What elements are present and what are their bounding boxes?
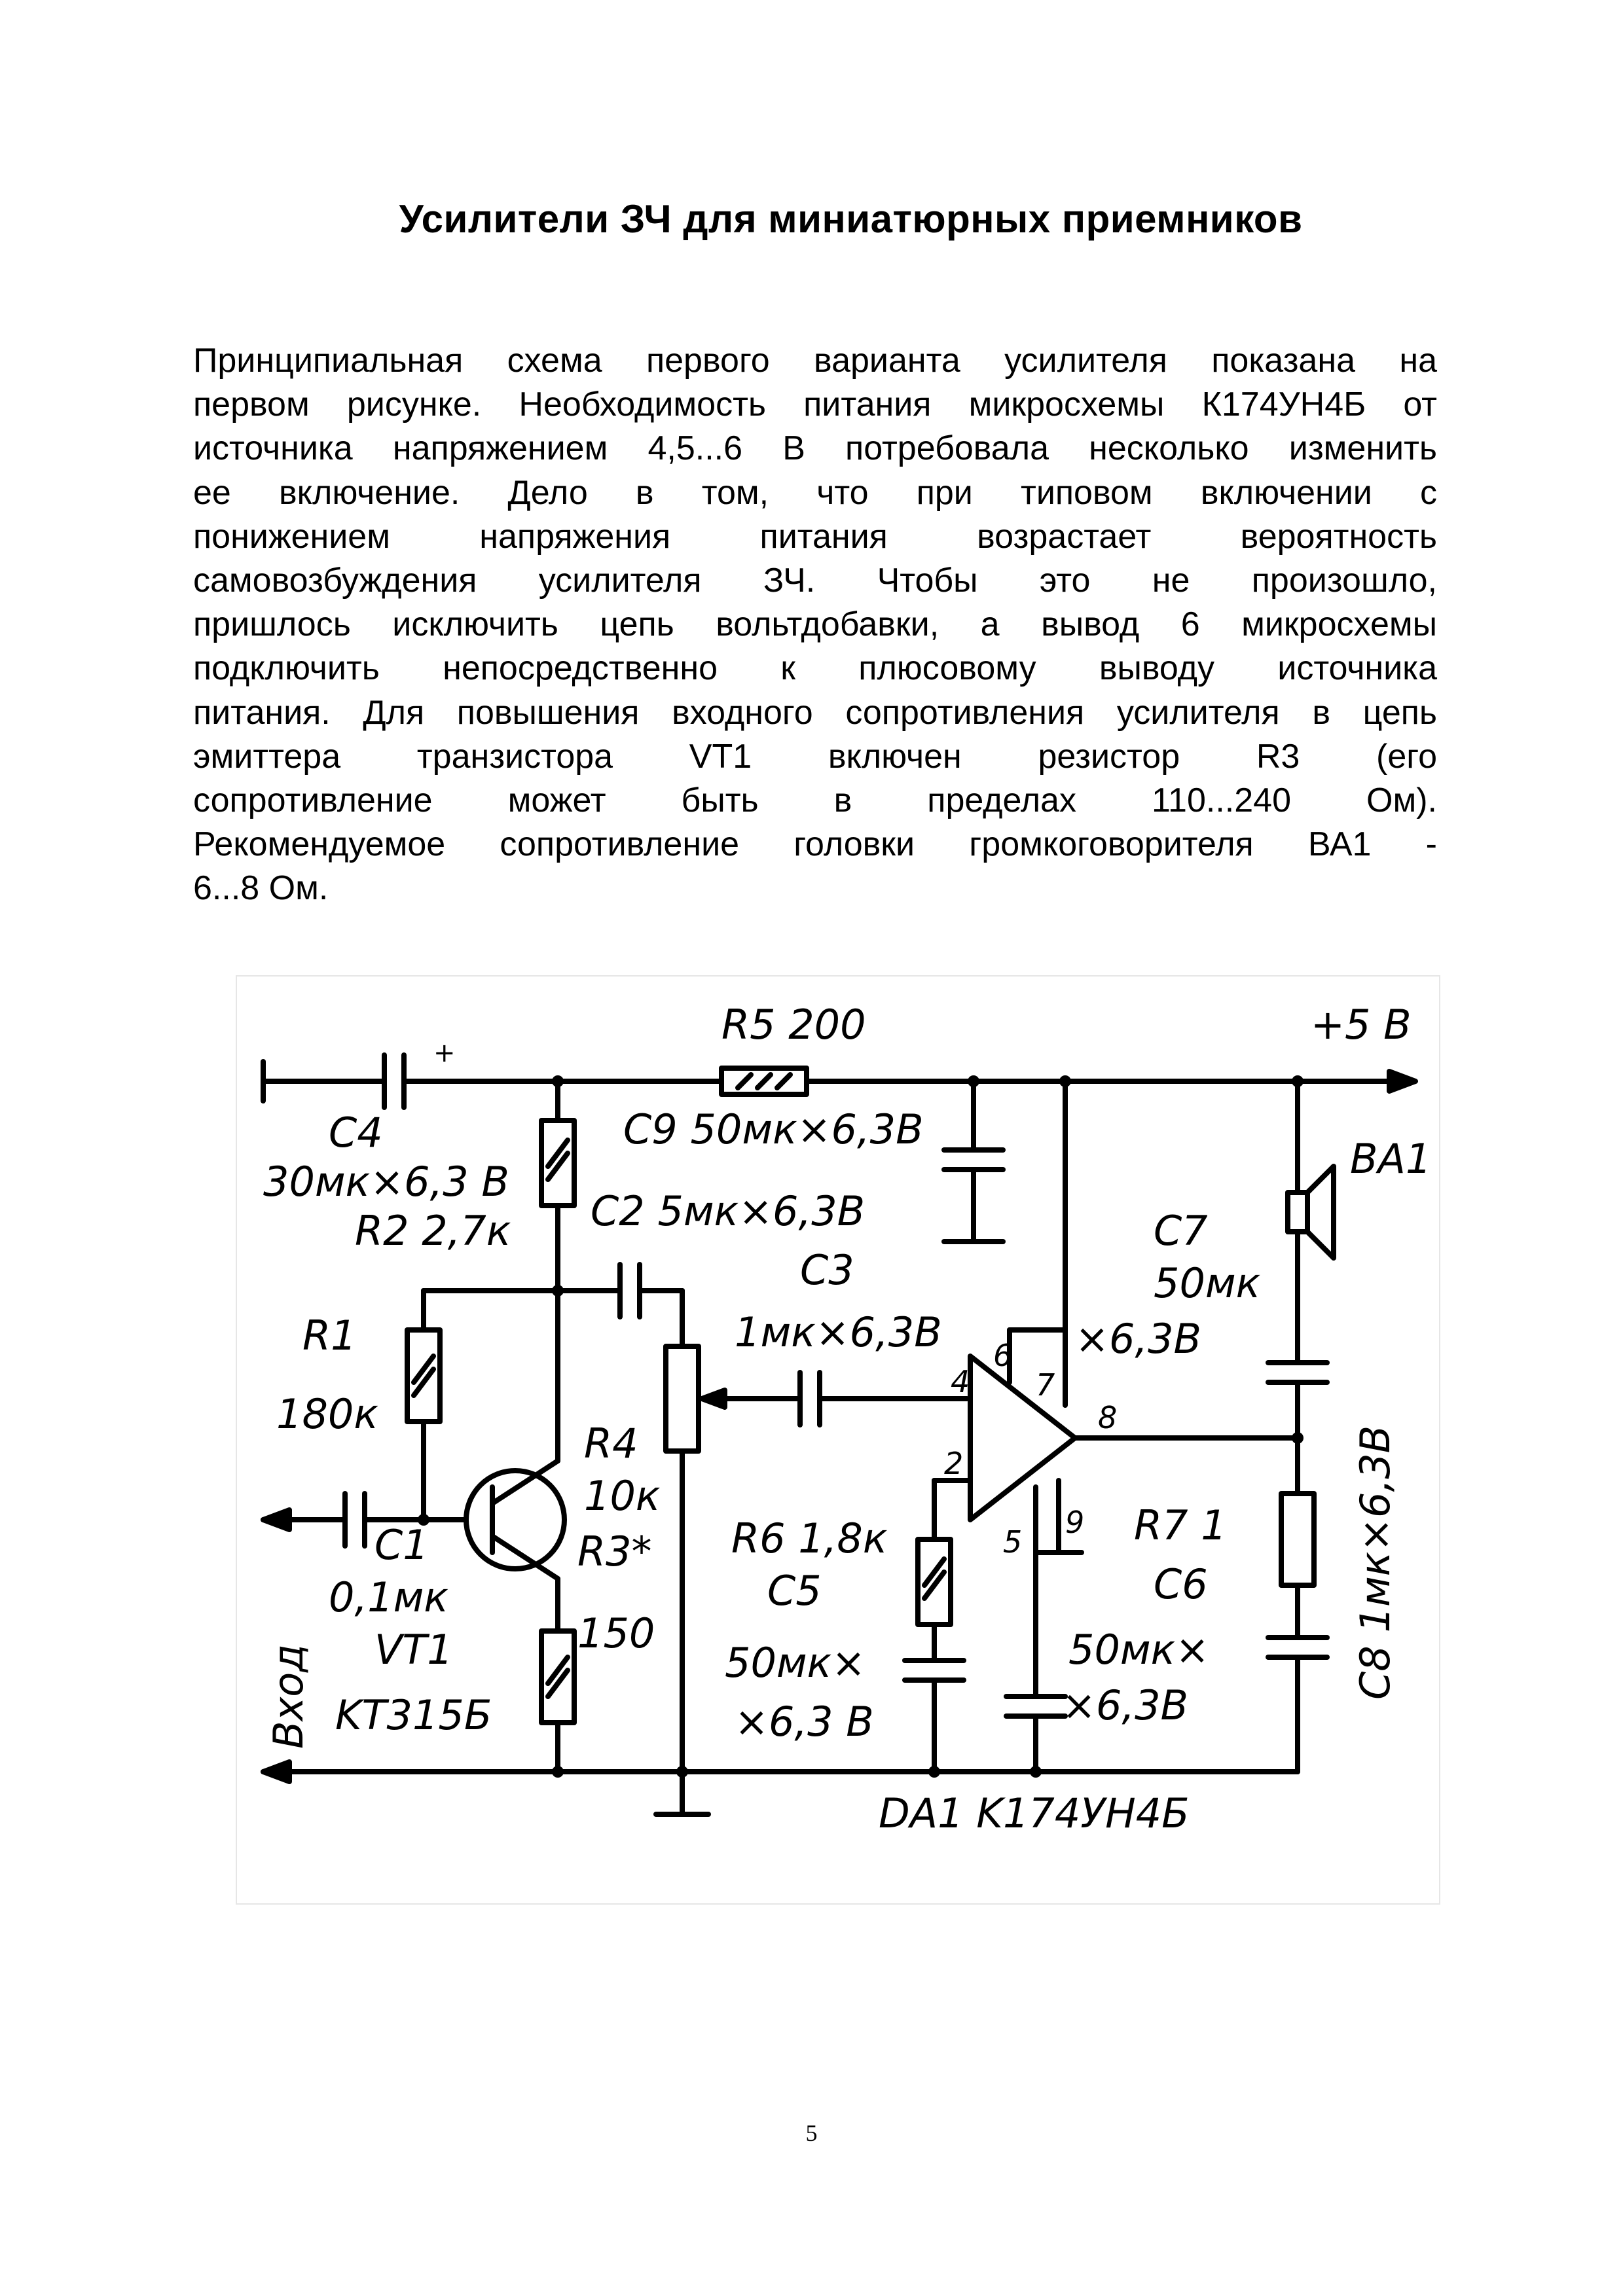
label-c4: C4: [329, 1109, 383, 1157]
label-vt1-type: KT315Б: [335, 1691, 492, 1739]
pin-2: 2: [944, 1446, 964, 1481]
body-paragraph: [193, 339, 1437, 911]
page-number: 5: [805, 2120, 818, 2146]
pin-5: 5: [1003, 1524, 1023, 1560]
paragraph-line: Рекомендуемое сопротивление головки громкоговорителя ВА1 -: [193, 825, 1437, 864]
speaker-icon: [1288, 1193, 1307, 1232]
pin-6: 6: [993, 1338, 1013, 1373]
label-c7: C7: [1154, 1207, 1208, 1255]
label-c5-value-1: 50мк×: [725, 1639, 866, 1687]
label-c5: C5: [767, 1567, 822, 1615]
paragraph-line: питания. Для повышения входного сопротивления усилителя в цепь: [193, 693, 1437, 732]
label-c1: C1: [374, 1521, 429, 1569]
label-r1: R1: [302, 1312, 357, 1359]
paragraph-line: источника напряжением 4,5...6 В потребовала несколько изменить: [193, 429, 1437, 468]
label-c4-value: 30мк×6,3 B: [263, 1158, 509, 1206]
label-c2: C2 5мк×6,3B: [591, 1187, 866, 1235]
arrow-icon: [263, 1510, 289, 1530]
label-c6-value-1: 50мк×: [1068, 1626, 1210, 1674]
label-r4: R4: [584, 1420, 638, 1467]
label-c3-value: 1мк×6,3B: [735, 1308, 942, 1356]
label-c6: C6: [1154, 1560, 1208, 1608]
pin-4: 4: [951, 1364, 970, 1399]
paragraph-line: подключить непосредственно к плюсовому выводу источника: [193, 649, 1437, 688]
label-c1-value: 0,1мк: [329, 1573, 448, 1621]
label-input: Bход: [264, 1643, 312, 1749]
pin-9: 9: [1065, 1505, 1085, 1540]
paragraph-line: Принципиальная схема первого варианта усилителя показана на: [193, 342, 1437, 380]
pin-7: 7: [1036, 1367, 1055, 1403]
label-ba1: BA1: [1350, 1135, 1432, 1183]
plus-mark: +: [433, 1038, 456, 1068]
label-r7: R7 1: [1134, 1501, 1227, 1549]
label-vt1: VT1: [374, 1626, 453, 1674]
label-c8: C8 1мк×6,3B: [1351, 1425, 1399, 1700]
label-supply: +5 B: [1311, 1001, 1412, 1049]
amplifier-schematic: [237, 977, 1442, 1906]
label-r1-value: 180к: [276, 1390, 378, 1438]
paragraph-line: первом рисунке. Необходимость питания микросхемы К174УН4Б от: [193, 386, 1437, 424]
label-c7-value-2: ×6,3B: [1075, 1315, 1202, 1363]
label-r4-value: 10к: [584, 1472, 661, 1520]
label-r6: R6 1,8к: [731, 1515, 888, 1562]
page-title: Усилители ЗЧ для миниатюрных приемников: [399, 197, 1303, 241]
arrow-icon: [263, 1762, 289, 1782]
paragraph-line: ее включение. Дело в том, что при типовом включении с: [193, 473, 1437, 512]
label-c9: C9 50мк×6,3B: [623, 1105, 924, 1153]
pin-8: 8: [1098, 1400, 1118, 1435]
label-r3-value: 150: [577, 1609, 655, 1657]
label-c5-value-2: ×6,3 B: [735, 1698, 874, 1746]
paragraph-line: 6...8 Ом.: [193, 869, 329, 908]
schematic-figure: [236, 975, 1440, 1905]
label-r2: R2 2,7к: [355, 1207, 511, 1255]
label-c7-value-1: 50мк: [1154, 1259, 1261, 1307]
label-r5: R5 200: [721, 1001, 866, 1049]
label-c6-value-2: ×6,3B: [1062, 1681, 1189, 1729]
label-c3: C3: [800, 1246, 854, 1294]
paragraph-line: пришлось исключить цепь вольтдобавки, а вывод 6 микросхемы: [193, 605, 1437, 644]
paragraph-line: понижением напряжения питания возрастает вероятность: [193, 517, 1437, 556]
paragraph-line: сопротивление может быть в пределах 110...240 Ом).: [193, 781, 1437, 820]
paragraph-line: эмиттера транзистора VT1 включен резистор R3 (его: [193, 737, 1437, 776]
label-da1: DA1 K174УН4Б: [879, 1789, 1190, 1837]
paragraph-line: самовозбуждения усилителя ЗЧ. Чтобы это не произошло,: [193, 562, 1437, 600]
arrow-icon: [1389, 1071, 1415, 1091]
label-r3: R3*: [577, 1528, 652, 1575]
